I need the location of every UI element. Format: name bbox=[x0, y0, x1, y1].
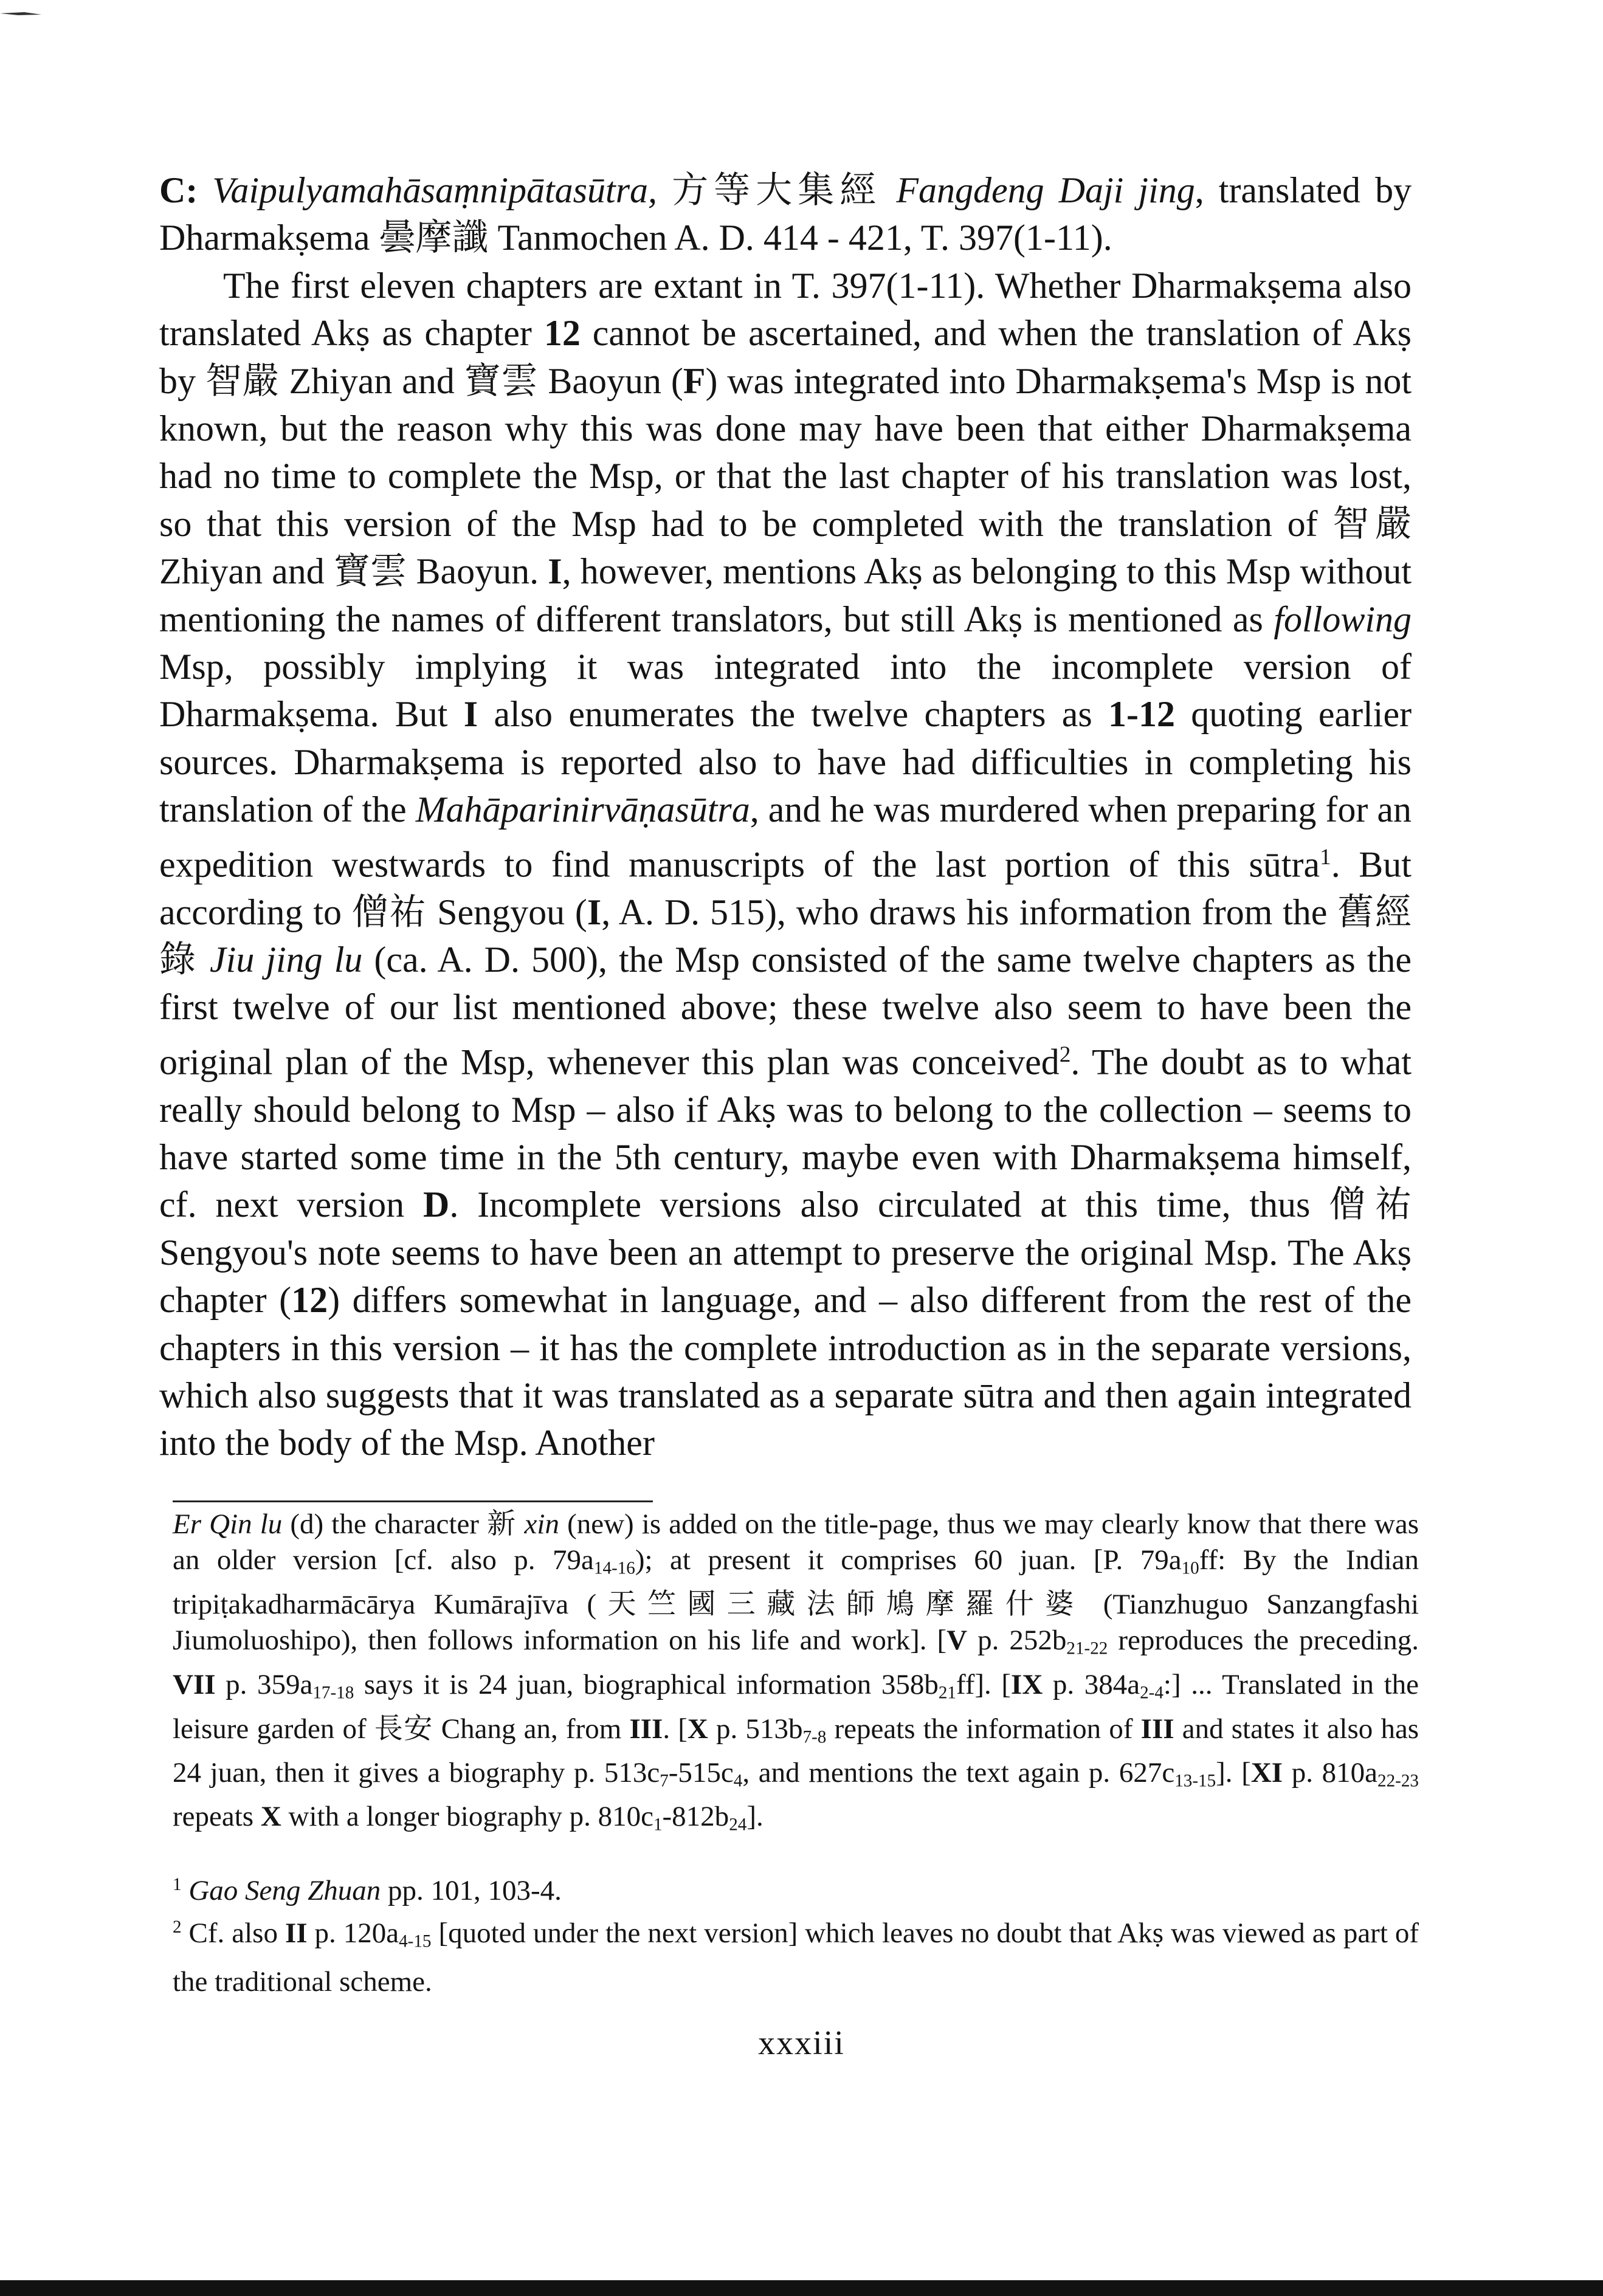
subscript: 21 bbox=[938, 1682, 956, 1702]
text-run: by Dharmakṣema bbox=[159, 170, 1412, 258]
text-run: ff]. [ bbox=[956, 1668, 1012, 1700]
text-run: repeats the information of bbox=[834, 1713, 1133, 1745]
chinese-name: 僧祐 bbox=[1329, 1183, 1412, 1226]
bold-ref: 12 bbox=[291, 1280, 328, 1321]
text-run: Zhiyan and bbox=[289, 360, 455, 401]
text-run: ) differs somewhat in language, and – also different from the rest of the chapters in this version – it has the complete introduction as in the separate versions, which also suggests that it was translated as a separate sūtra and then again integrated into the body of the Msp. Another bbox=[159, 1280, 1412, 1463]
italic-term: Jiu jing lu bbox=[210, 939, 363, 980]
text-run: p. 810a bbox=[1291, 1757, 1378, 1789]
bold-ref: II bbox=[284, 1917, 308, 1950]
subscript: 13-15 bbox=[1174, 1771, 1216, 1791]
text-run: -812b bbox=[662, 1801, 729, 1833]
bold-ref: D bbox=[422, 1184, 450, 1225]
page-number: xxxiii bbox=[758, 2024, 845, 2062]
subscript: 24 bbox=[729, 1815, 747, 1835]
text-run: . Incomplete versions also circulated at this time, thus bbox=[449, 1184, 1311, 1225]
scan-artifact bbox=[0, 11, 43, 17]
footnote-1 bbox=[173, 1865, 1419, 1911]
chinese-name: 長安 bbox=[374, 1711, 433, 1745]
text-run: p. 513b bbox=[716, 1713, 803, 1745]
bold-ref: I bbox=[587, 892, 602, 932]
text-run: The first eleven chapters are extant in T. 397(1-11). Whether Dharmakṣema also translated Akṣ as chapter bbox=[159, 265, 1412, 354]
subscript: 10 bbox=[1181, 1558, 1199, 1578]
bold-ref: I bbox=[463, 694, 478, 735]
text-run: quoting earlier sources. Dharmakṣema is reported also to have had difficulties in completing his translation of the bbox=[159, 694, 1412, 830]
text-run: , however, mentions Akṣ as belonging to this Msp without mentioning the names of different translators, but still Akṣ is mentioned as bbox=[159, 551, 1412, 639]
text-run: ); at present it comprises 60 juan. [P. 79a bbox=[635, 1544, 1182, 1576]
pinyin-title: Fangdeng Daji jing bbox=[896, 170, 1195, 210]
chinese-char: 新 bbox=[487, 1507, 517, 1541]
text-run: p. 359a bbox=[226, 1668, 313, 1700]
footnote-divider bbox=[173, 1500, 653, 1502]
version-heading bbox=[159, 167, 1412, 262]
main-text bbox=[159, 167, 1412, 1467]
italic-term: following bbox=[1274, 599, 1412, 639]
text-run: Sengyou ( bbox=[437, 892, 587, 932]
bold-ref: 1-12 bbox=[1108, 694, 1175, 735]
chinese-name: 寶雲 bbox=[464, 359, 539, 402]
bold-ref: X bbox=[260, 1801, 281, 1833]
footnote-number: 1 bbox=[173, 1875, 182, 1894]
version-label: C: bbox=[159, 170, 198, 210]
bold-ref: III bbox=[1140, 1713, 1174, 1745]
text-run: (d) the character bbox=[290, 1508, 479, 1540]
chinese-title: 方等大集經 bbox=[672, 169, 882, 211]
bold-ref: III bbox=[629, 1713, 663, 1745]
text-run: . But according to bbox=[159, 844, 1412, 932]
subscript: 21-22 bbox=[1066, 1638, 1108, 1658]
text-run: , A. D. 515), who draws his information from the bbox=[601, 892, 1328, 932]
body-paragraph bbox=[159, 262, 1412, 1467]
footnote-marker: 1 bbox=[1320, 844, 1331, 870]
subscript: 4-15 bbox=[399, 1931, 432, 1951]
text-run: p. 120a bbox=[314, 1917, 399, 1950]
footnote-marker: 2 bbox=[1059, 1042, 1071, 1067]
text-run: . [ bbox=[663, 1713, 688, 1745]
chinese-name: 智嚴 bbox=[1332, 502, 1412, 545]
bold-ref: X bbox=[687, 1713, 708, 1745]
continued-note bbox=[173, 1506, 1419, 1843]
footnote-2 bbox=[173, 1907, 1419, 2002]
italic-term: Mahāparinirvāṇasūtra bbox=[415, 789, 750, 830]
subscript: 1 bbox=[653, 1815, 663, 1835]
bold-ref: F bbox=[683, 360, 706, 401]
text-run: -515c bbox=[668, 1757, 734, 1789]
text-run: [quoted under the next version] which leaves no doubt that Akṣ was viewed as part of the traditional scheme. bbox=[173, 1917, 1419, 1998]
text-run: Baoyun. bbox=[416, 551, 539, 592]
text-run: Msp, possibly implying it was integrated into the incomplete version of Dharmakṣema. But bbox=[159, 647, 1412, 735]
note-paragraph bbox=[173, 1506, 1419, 1843]
footnote-paragraph bbox=[173, 1907, 1419, 2002]
bold-ref: V bbox=[946, 1624, 968, 1657]
text-run: ff: By the Indian tripiṭakadharmācārya Kumārajīva ( bbox=[173, 1544, 1419, 1621]
italic-term: xin bbox=[524, 1508, 559, 1540]
footnote-number: 2 bbox=[173, 1917, 182, 1937]
text-run: (Tianzhuguo Sanzangfashi Jiumoluoshipo), then follows information on his life and work]. [ bbox=[173, 1589, 1419, 1657]
text-run: and states it also has 24 juan, then it gives a biography p. 513c bbox=[173, 1713, 1419, 1789]
text-run: Cf. also bbox=[188, 1917, 278, 1950]
text-run: Baoyun ( bbox=[548, 360, 683, 401]
text-run: , and he was murdered when preparing for an expedition westwards to find manuscripts of the last portion of this sūtra bbox=[159, 789, 1412, 885]
text-run: Zhiyan and bbox=[159, 551, 325, 592]
chinese-name: 寶雲 bbox=[333, 550, 407, 593]
subscript: 7 bbox=[660, 1771, 669, 1791]
chinese-name: 智嚴 bbox=[205, 359, 280, 402]
subscript: 7-8 bbox=[802, 1727, 827, 1747]
text-run: p. 384a bbox=[1052, 1668, 1140, 1700]
text-run: with a longer biography p. 810c bbox=[288, 1801, 653, 1833]
bold-ref: XI bbox=[1250, 1757, 1283, 1789]
text-run: says it is 24 juan, biographical information 358b bbox=[364, 1668, 939, 1700]
italic-term: Er Qin lu bbox=[173, 1508, 283, 1540]
text-run: ) was integrated into Dharmakṣema's Msp is not known, but the reason why this was done may have been that either Dharmakṣema had no time to complete the Msp, or that the last chapter of his translation was lost, so that this version of the Msp had to be completed with the translation of bbox=[159, 360, 1412, 544]
sanskrit-title: Vaipulyamahāsaṃnipātasūtra, bbox=[212, 170, 658, 210]
bold-ref: 12 bbox=[543, 313, 581, 354]
subscript: 17-18 bbox=[312, 1682, 354, 1702]
chinese-name: 舊經錄 bbox=[159, 890, 1412, 981]
text-run: Sengyou's note seems to have been an attempt to preserve the original Msp. The Akṣ chapter ( bbox=[159, 1232, 1412, 1321]
text-run: , and mentions the text again p. 627c bbox=[742, 1757, 1175, 1789]
text-run: also enumerates the twelve chapters as bbox=[494, 694, 1092, 735]
translator-chinese: 曇摩讖 bbox=[379, 216, 489, 260]
chinese-name: 天竺國三藏法師鳩摩羅什婆 bbox=[596, 1587, 1085, 1621]
bold-ref: VII bbox=[173, 1668, 216, 1700]
text-run: pp. 101, 103-4. bbox=[388, 1875, 562, 1907]
text-run: Tanmochen A. D. 414 - 421, T. 397(1-11). bbox=[497, 218, 1112, 258]
text-run: (new) is added on the title-page, thus we may clearly know that there was an older version [cf. also p. 79a bbox=[173, 1508, 1419, 1576]
text-run: , translated bbox=[1194, 170, 1361, 210]
chinese-name: 僧祐 bbox=[351, 890, 427, 933]
text-run: p. 252b bbox=[977, 1624, 1067, 1657]
text-run: :] ... Translated in the leisure garden of bbox=[173, 1668, 1419, 1745]
text-run: . The doubt as to what really should belong to Msp – also if Akṣ was to belong to the collection – seems to have started some time in the 5th century, maybe even with Dharmakṣema himself, cf. next version bbox=[159, 1042, 1412, 1225]
text-run: reproduces the preceding. bbox=[1118, 1624, 1419, 1657]
subscript: 14-16 bbox=[593, 1558, 635, 1578]
text-run: repeats bbox=[173, 1801, 254, 1833]
bold-ref: IX bbox=[1011, 1668, 1043, 1700]
footnote-paragraph bbox=[173, 1865, 1419, 1911]
subscript: 2-4 bbox=[1140, 1682, 1163, 1702]
bold-ref: I bbox=[548, 551, 562, 592]
text-run: cannot be ascertained, and when the translation of Akṣ by bbox=[159, 313, 1412, 401]
text-run: ]. [ bbox=[1216, 1757, 1251, 1789]
text-run: Chang an, from bbox=[441, 1713, 622, 1745]
subscript: 4 bbox=[733, 1771, 743, 1791]
scan-edge bbox=[0, 2280, 1603, 2296]
subscript: 22-23 bbox=[1377, 1771, 1419, 1791]
text-run: (ca. A. D. 500), the Msp consisted of the same twelve chapters as the first twelve of our list mentioned above; these twelve also seem to have been the original plan of the Msp, whenever this plan was conceived bbox=[159, 939, 1412, 1082]
text-run: ]. bbox=[746, 1801, 764, 1833]
italic-term: Gao Seng Zhuan bbox=[188, 1875, 381, 1907]
